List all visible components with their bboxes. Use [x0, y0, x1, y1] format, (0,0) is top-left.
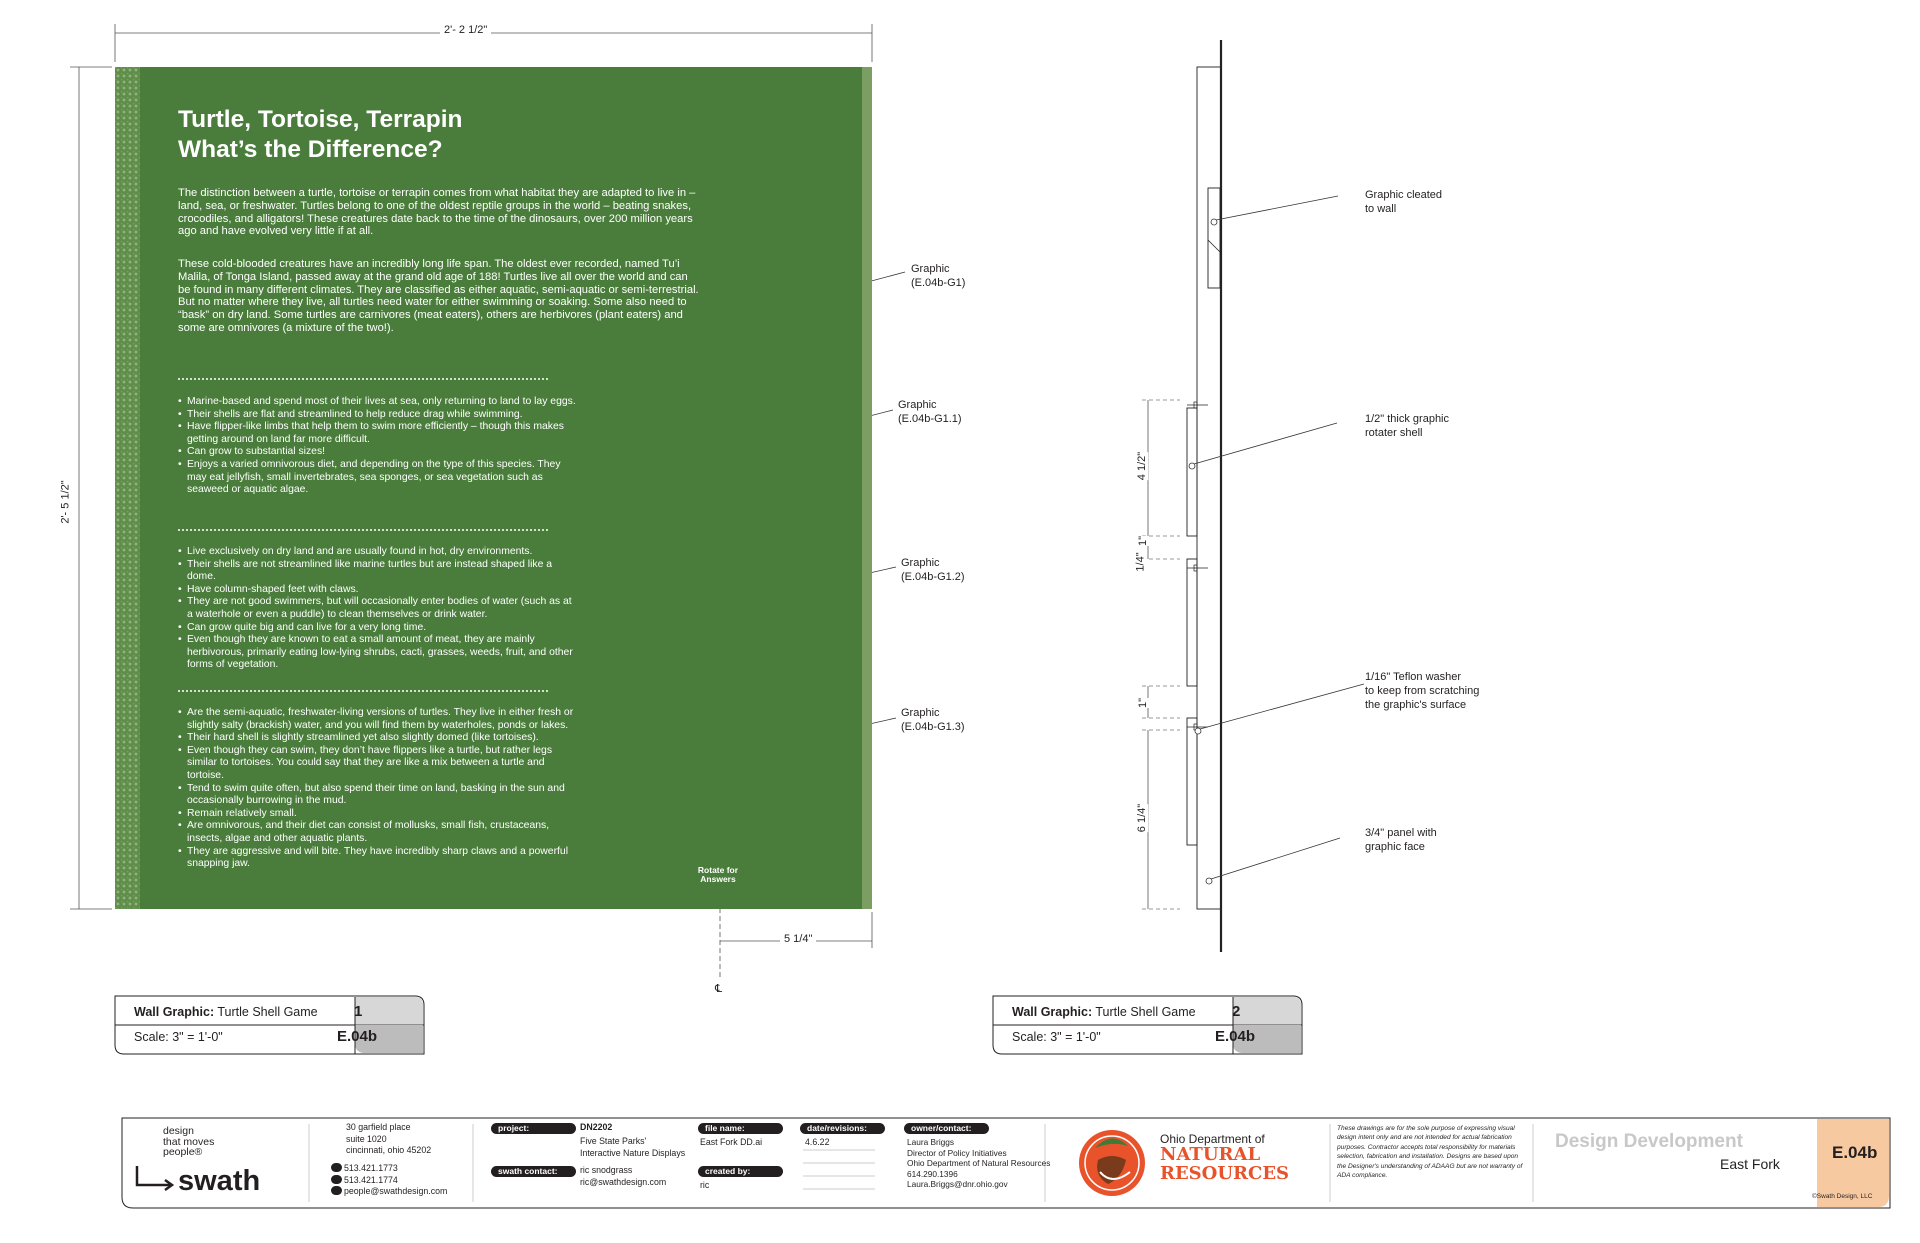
project-label: project:	[491, 1123, 576, 1134]
bullet-item: • Can grow quite big and can live for a very long time.	[178, 622, 578, 635]
panel-title	[178, 105, 463, 165]
bullet-item: • Have flipper-like limbs that help them to swim more efficiently – though this makes getting around on land far more difficult.	[178, 421, 578, 446]
swath-address: 30 garfield place suite 1020 cincinnati, ohio 45202	[346, 1122, 432, 1155]
bullet-item: • Their shells are not streamlined like marine turtles but are instead shaped like a dome.	[178, 559, 578, 584]
swath-contacts: 513.421.1773 513.421.1774 people@swathdesign.com	[331, 1163, 447, 1198]
bullet-item: • Tend to swim quite often, but also spend their time on land, basking in the sun and occasionally burrowing in the mud.	[178, 783, 578, 808]
dim-shell-height: 4 1/2"	[1136, 451, 1149, 481]
swath-contact-label: swath contact:	[491, 1166, 576, 1177]
project-name: Five State Parks' Interactive Nature Displays	[580, 1136, 686, 1158]
section-sea-turtle	[178, 396, 578, 497]
file-name-label: file name:	[698, 1123, 783, 1134]
section-tortoise	[178, 546, 578, 672]
title-block-1-sheet: E.04b	[337, 1028, 378, 1045]
bullet-item: • They are aggressive and will bite. They have incredibly sharp claws and a powerful snapping jaw.	[178, 846, 578, 871]
copyright: ©Swath Design, LLC	[1812, 1193, 1873, 1200]
swath-logo: swath	[178, 1165, 261, 1197]
title-block-2-sheet: E.04b	[1215, 1028, 1256, 1045]
bullet-item: • Can grow to substantial sizes!	[178, 446, 578, 459]
location-label: East Fork	[1720, 1156, 1780, 1172]
dim-gap-3: 1"	[1137, 697, 1150, 709]
dim-gap-2: 1/4"	[1134, 552, 1147, 572]
rotate-label: Rotate for Answers	[697, 865, 739, 884]
bullet-item: • Their hard shell is slightly streamlined yet also slightly domed (like tortoises).	[178, 732, 578, 745]
odnr-name-line1: Ohio Department of	[1160, 1132, 1265, 1146]
fax-icon	[331, 1175, 342, 1184]
date-label: date/revisions:	[800, 1123, 885, 1134]
title-block-1-scale: Scale: 3" = 1'-0"	[134, 1030, 223, 1044]
bullet-item: • Even though they are known to eat a small amount of meat, they are mainly herbivorous, primarily eating low-lying shrubs, cacti, grasses, weeds, fruit, and other forms of vegetation.	[178, 634, 578, 672]
dim-width: 2'- 2 1/2"	[440, 24, 491, 36]
bullet-item: • Marine-based and spend most of their lives at sea, only returning to land to lay eggs.	[178, 396, 578, 409]
swath-arrow-icon	[137, 1166, 170, 1185]
bullet-item: • Their shells are flat and streamlined to help reduce drag while swimming.	[178, 409, 578, 422]
title-block-2-scale: Scale: 3" = 1'-0"	[1012, 1030, 1101, 1044]
phase-label: Design Development	[1555, 1131, 1743, 1152]
bullet-item: • Enjoys a varied omnivorous diet, and depending on the type of this species. They may eat jellyfish, small invertebrates, sea sponges, or sea vegetation such as seaweed or aquatic algae.	[178, 459, 578, 497]
owner-contact: Laura Briggs Director of Policy Initiatives Ohio Department of Natural Resources 614.290.1396 Laura.Briggs@dnr.ohio.gov	[907, 1137, 1051, 1190]
sheet-number: E.04b	[1832, 1143, 1878, 1162]
bullet-item: • Live exclusively on dry land and are usually found in hot, dry environments.	[178, 546, 578, 559]
intro-paragraph-1: The distinction between a turtle, tortoise or terrapin comes from what habitat they are adapted to live in – land, sea, or freshwater. Turtles belong to one of the oldest reptile groups in the world – beating snakes, crocodiles, and alligators! These creatures date back to the time of the dinosaurs, over 200 million years ago and have evolved very little if at all.	[178, 187, 696, 238]
callout-g1: Graphic (E.04b-G1)	[911, 263, 966, 289]
callout-washer: 1/16" Teflon washer to keep from scratching the graphic's surface	[1365, 671, 1480, 711]
callout-cleat: Graphic cleated to wall	[1365, 189, 1443, 215]
bullet-item: • Are omnivorous, and their diet can consist of mollusks, small fish, crustaceans, insects, algae and other aquatic plants.	[178, 820, 578, 845]
created-by: ric	[700, 1180, 710, 1190]
divider-1	[178, 378, 548, 380]
email-icon	[331, 1186, 342, 1195]
wall-graphic-panel	[115, 67, 872, 909]
odnr-name-line2: NATURAL	[1160, 1144, 1261, 1165]
divider-3	[178, 690, 548, 692]
callout-g1-3: Graphic (E.04b-G1.3)	[901, 707, 965, 733]
title-block-2: Wall Graphic: Turtle Shell Game Scale: 3" = 1'-0" 2 E.04b	[1012, 1003, 1256, 1045]
callout-g1-2: Graphic (E.04b-G1.2)	[901, 557, 965, 583]
section-terrapin	[178, 707, 578, 871]
bullet-item: • Remain relatively small.	[178, 808, 578, 821]
owner-label: owner/contact:	[904, 1123, 989, 1134]
odnr-logo-icon	[1079, 1130, 1145, 1196]
disclaimer: These drawings are for the sole purpose of expressing visual design intent only and are not intended for actual fabrication purposes. Contractor accepts total responsibility for materials selection, fabrication and installation. Designs are based upon the Designer's understanding of ADAAG but are not warranty of ADA compliance.	[1337, 1125, 1523, 1180]
dim-offset: 5 1/4"	[780, 933, 816, 945]
swath-contact: ric snodgrass ric@swathdesign.com	[580, 1165, 667, 1187]
panel-title-line1: Turtle, Tortoise, Terrapin	[178, 106, 463, 133]
panel-title-line2: What’s the Difference?	[178, 136, 443, 163]
panel-edge-strip	[862, 67, 872, 909]
title-block-2-number: 2	[1232, 1003, 1241, 1020]
bullet-item: • Have column-shaped feet with claws.	[178, 584, 578, 597]
title-block-1: Wall Graphic: Turtle Shell Game Scale: 3" = 1'-0" 1 E.04b	[134, 1003, 378, 1045]
callout-panel: 3/4" panel with graphic face	[1365, 827, 1437, 853]
odnr-name-line3: RESOURCES	[1160, 1163, 1290, 1184]
callout-g1-1: Graphic (E.04b-G1.1)	[898, 399, 962, 425]
centerline-mark: ℄	[715, 983, 723, 995]
date-value: 4.6.22	[805, 1137, 830, 1147]
panel-pattern-strip	[115, 67, 140, 909]
swath-tagline: design that moves people®	[163, 1125, 215, 1158]
title-block-1-number: 1	[354, 1003, 363, 1020]
bullet-item: • Are the semi-aquatic, freshwater-living versions of turtles. They live in either fresh or slightly salty (brackish) water, and you will find them by waterholes, ponds or lakes.	[178, 707, 578, 732]
dim-bottom: 6 1/4"	[1136, 803, 1149, 833]
created-by-label: created by:	[698, 1166, 783, 1177]
phone-icon	[331, 1163, 342, 1172]
file-name: East Fork DD.ai	[700, 1137, 763, 1147]
intro-paragraph-2: These cold-blooded creatures have an incredibly long life span. The oldest ever recorded, named Tu’i Malila, of Tonga Island, passed away at the grand old age of 188! Turtles live all over the world and can be found in many different climates. They are classified as either aquatic, semi-aquatic or semi-terrestrial. But no matter where they live, all turtles need water for either swimming or soaking. Some also need to “bask” on dry land. Some turtles are carnivores (meat eaters), others are herbivores (plant eaters) and some are omnivores (a mixture of the two!).	[178, 258, 699, 334]
project-number: DN2202	[580, 1122, 613, 1132]
divider-2	[178, 529, 548, 531]
bullet-item: • They are not good swimmers, but will occasionally enter bodies of water (such as at a waterhole or even a puddle) to clean themselves or drink water.	[178, 596, 578, 621]
callout-rotater-shell: 1/2" thick graphic rotater shell	[1365, 413, 1450, 439]
bullet-item: • Even though they can swim, they don’t have flippers like a turtle, but rather legs similar to tortoises. You could say that they are like a mix between a turtle and tortoise.	[178, 745, 578, 783]
dim-gap-1: 1"	[1137, 535, 1150, 547]
dim-height: 2'- 5 1/2"	[60, 476, 72, 527]
